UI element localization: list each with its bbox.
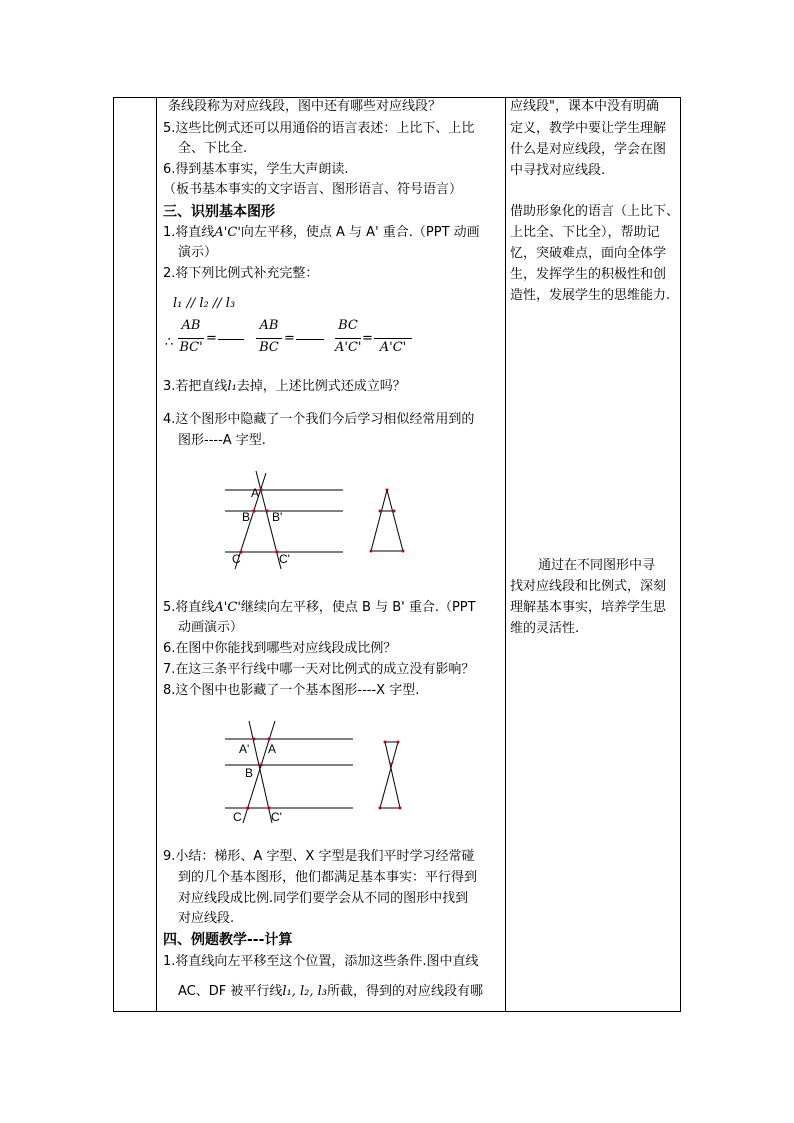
- equals-sign: =: [206, 331, 217, 346]
- point-c: [246, 806, 249, 809]
- text-part: 1.将直线: [163, 225, 215, 240]
- text-line: 7.在这三条平行线中哪一天对比例式的成立没有影响？: [163, 662, 475, 677]
- note-line: 找对应线段和比例式，深刻: [510, 579, 667, 594]
- fraction-numerator: AB: [259, 318, 279, 333]
- x-shape-diagonal-2: [380, 742, 398, 808]
- text-line: 到的几个基本图形，他们都满足基本事实：平行得到: [178, 870, 478, 885]
- label-cp: C': [271, 810, 282, 824]
- math-line-name: l₁: [227, 379, 237, 394]
- fraction-numerator: BC: [338, 318, 358, 333]
- note-line: 上比全、下比全），帮助记: [510, 225, 660, 240]
- triangle-point: [402, 550, 405, 553]
- fraction-bar: [335, 338, 361, 339]
- note-line: 定义，教学中要让学生理解: [510, 121, 667, 136]
- label-b: B: [242, 510, 251, 524]
- text-line: 9.小结：梯形、A 字型、X 字型是我们平时学习经常碰: [163, 849, 475, 864]
- text-part: 继续向左平移，使点 B 与 B' 重合.（PPT: [240, 600, 476, 615]
- text-part: 5.将直线: [163, 600, 215, 615]
- label-cp: C': [279, 552, 290, 566]
- fraction-bc-apcp: [335, 318, 361, 360]
- text-line: （板书基本事实的文字语言、图形语言、符号语言）: [163, 182, 463, 197]
- equals-sign: =: [284, 331, 295, 346]
- text-line: 2.将下列比例式补充完整：: [163, 266, 319, 281]
- text-line: 5.这些比例式还可以用通俗的语言表述：上比下、上比: [163, 121, 475, 136]
- triangle-point: [370, 550, 373, 553]
- a-shape-triangle: [371, 490, 403, 551]
- text-line: [163, 598, 476, 618]
- column-divider-2: [505, 98, 506, 1011]
- fraction-bar: [256, 338, 282, 339]
- text-line: 图形----A 字型.: [178, 433, 266, 448]
- point-b: [259, 763, 262, 766]
- math-line-name: A'C': [214, 225, 241, 240]
- text-line: 对应线段.: [178, 911, 235, 926]
- label-b: B: [245, 766, 254, 780]
- note-line: 什么是对应线段，学会在图: [510, 142, 667, 157]
- x-shape-point: [397, 741, 400, 744]
- triangle-point: [386, 489, 389, 492]
- label-a: A: [251, 486, 260, 500]
- text-part: AC、DF 被平行线: [178, 984, 283, 999]
- text-line: 1.将直线向左平移至这个位置，添加这些条件.图中直线: [163, 954, 479, 969]
- fraction-ab-bcp: [178, 318, 204, 360]
- note-line: 中寻找对应线段.: [510, 163, 606, 178]
- text-line: [178, 982, 483, 1002]
- point-bp: [265, 509, 268, 512]
- label-c: C: [233, 810, 242, 824]
- note-line: 造性，发展学生的思维能力.: [510, 288, 671, 303]
- fraction-ab-bc: [256, 318, 282, 360]
- text-line: [163, 223, 480, 243]
- text-line: 4.这个图形中隐藏了一个我们今后学习相似经常用到的: [163, 412, 475, 427]
- text-line: 动画演示）: [178, 620, 244, 635]
- math-line-name: A'C': [214, 600, 241, 615]
- math-line-names: l₁, l₂, l₃: [282, 984, 328, 999]
- label-c: C: [232, 552, 241, 566]
- therefore-sign: ∴: [165, 335, 174, 350]
- point-a: [267, 737, 270, 740]
- point-b: [252, 509, 255, 512]
- note-line: 通过在不同图形中寻: [538, 558, 656, 573]
- note-line: 忆，突破难点，面向全体学: [510, 246, 667, 261]
- triangle-point: [379, 510, 382, 513]
- parallel-condition: l₁ // l₂ // l₃: [173, 296, 236, 311]
- fraction-numerator: AB: [181, 318, 201, 333]
- equals-sign: =: [362, 331, 373, 346]
- fraction-denominator: BC': [179, 340, 203, 355]
- text-line: 8.这个图中也影藏了一个基本图形----X 字型.: [163, 683, 420, 698]
- fraction-denominator: A'C': [379, 340, 407, 355]
- text-line: [163, 377, 406, 397]
- x-shape-diagonal-1: [385, 742, 400, 808]
- text-line: 6.得到基本事实，学生大声朗读.: [163, 162, 349, 177]
- note-line: 应线段"，课本中没有明确: [510, 99, 659, 114]
- label-ap: A': [239, 742, 250, 756]
- note-line: 生，发挥学生的积极性和创: [510, 267, 667, 282]
- text-line: 对应线段成比例.同学们要学会从不同的图形中找到: [178, 891, 469, 906]
- triangle-point: [393, 510, 396, 513]
- x-shape-point: [399, 807, 402, 810]
- text-part: 所截，得到的对应线段有哪: [327, 984, 484, 999]
- note-line: 理解基本事实，培养学生思: [510, 600, 667, 615]
- text-line: 6.在图中你能找到哪些对应线段成比例？: [163, 641, 397, 656]
- fraction-blank-apcp: [374, 318, 412, 360]
- column-divider-1: [156, 98, 157, 1011]
- x-shape-point: [390, 763, 393, 766]
- text-part: 去掉，上述比例式还成立吗？: [236, 379, 406, 394]
- note-line: 借助形象化的语言（上比下、: [510, 204, 680, 219]
- blank-fraction: [218, 339, 244, 340]
- x-shape-point: [379, 807, 382, 810]
- text-line: 演示）: [178, 245, 218, 260]
- label-bp: B': [272, 510, 283, 524]
- text-part: 向左平移，使点 A 与 A' 重合.（PPT 动画: [240, 225, 480, 240]
- text-line: 全、下比全.: [178, 141, 248, 156]
- label-a: A: [268, 742, 277, 756]
- point-ap: [252, 737, 255, 740]
- section-heading-3: 三、识别基本图形: [163, 204, 275, 220]
- point-a: [259, 488, 262, 491]
- section-heading-4: 四、例题教学---计算: [163, 932, 293, 948]
- fraction-denominator: A'C': [335, 340, 362, 355]
- fraction-bar: [374, 338, 412, 339]
- text-line: 条线段称为对应线段，图中还有哪些对应线段？: [168, 99, 442, 114]
- note-line: 维的灵活性.: [510, 621, 580, 636]
- x-shape-point: [384, 741, 387, 744]
- fraction-denominator: BC: [259, 340, 279, 355]
- text-part: 3.若把直线: [163, 379, 228, 394]
- blank-fraction: [296, 339, 324, 340]
- fraction-bar: [178, 338, 204, 339]
